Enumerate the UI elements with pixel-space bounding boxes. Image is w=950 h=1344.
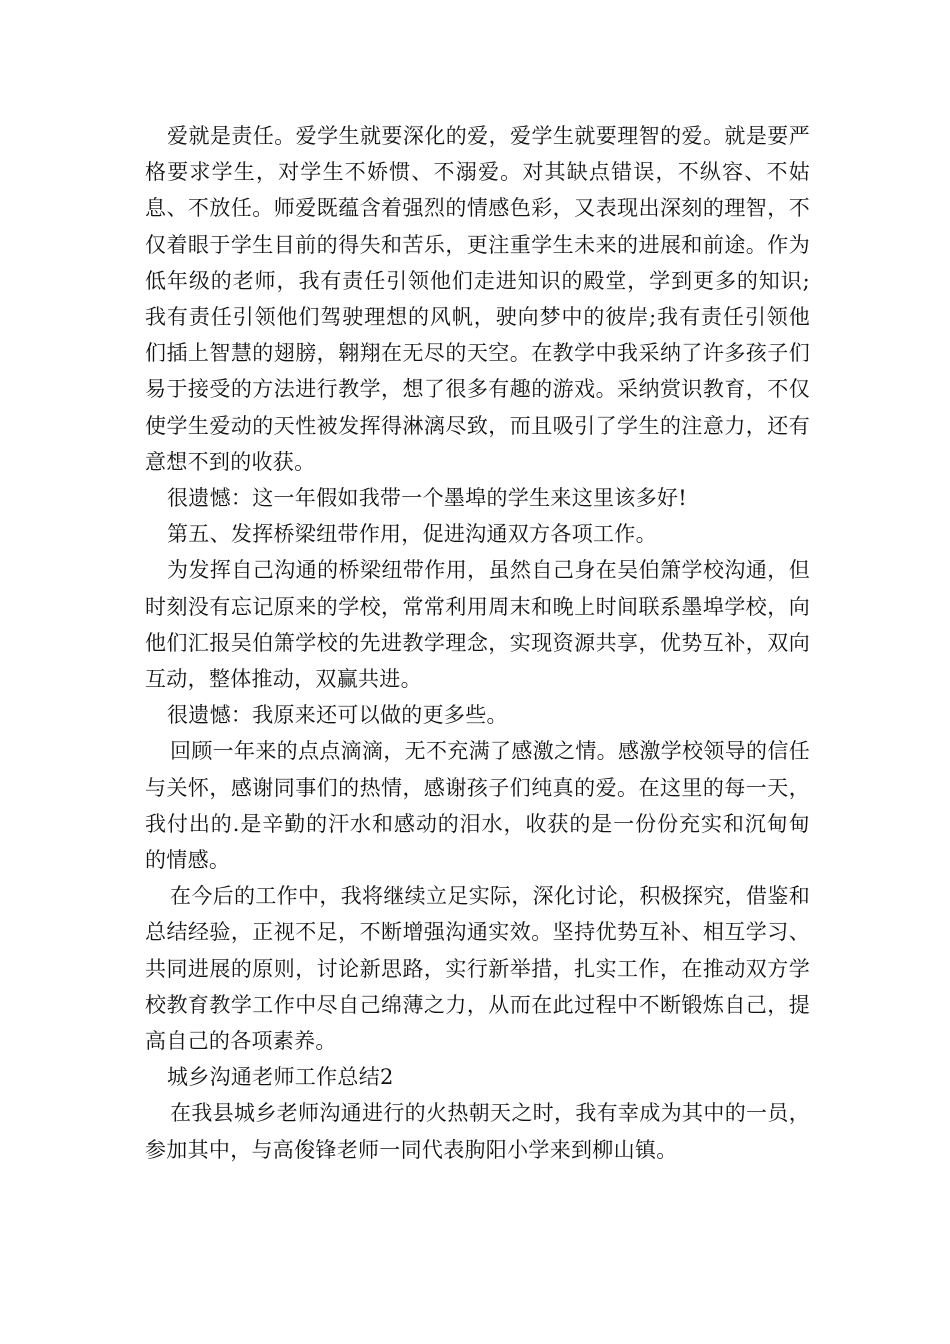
- document-body: [145, 118, 810, 1168]
- paragraph-summary-2-intro: 在我县城乡老师沟通进行的火热朝天之时，我有幸成为其中的一员，参加其中，与高俊锋老师一同代表朐阳小学来到柳山镇。: [145, 1101, 810, 1162]
- paragraph-bridge-role: 为发挥自己沟通的桥梁纽带作用，虽然自己身在吴伯箫学校沟通，但时刻没有忘记原来的学校，常常利用周末和晚上时间联系墨埠学校，向他们汇报吴伯箫学校的先进教学理念，实现资源共享，优势互补，双向互动，整体推动，双赢共进。: [145, 558, 810, 692]
- paragraph-future-work: 在今后的工作中，我将继续立足实际，深化讨论，积极探究，借鉴和总结经验，正视不足，不断增强沟通实效。坚持优势互补、相互学习、共同进展的原则，讨论新思路，实行新举措，扎实工作，在推动双方学校教育教学工作中尽自己绵薄之力，从而在此过程中不断锻炼自己，提高自己的各项素养。: [145, 884, 810, 1054]
- paragraph-regret-more: 很遗憾：我原来还可以做的更多些。: [167, 703, 508, 728]
- paragraph-regret-student: 很遗憾：这一年假如我带一个墨埠的学生来这里该多好!: [167, 486, 687, 511]
- section-title-summary-2: 城乡沟通老师工作总结2: [167, 1065, 394, 1090]
- paragraph-gratitude: 回顾一年来的点点滴滴，无不充满了感激之情。感激学校领导的信任与关怀，感谢同事们的热情，感谢孩子们纯真的爱。在这里的每一天，我付出的.是辛勤的汗水和感动的泪水，收获的是一份份充实和沉甸甸的情感。: [145, 739, 810, 873]
- paragraph-love-is-responsibility: 爱就是责任。爱学生就要深化的爱，爱学生就要理智的爱。就是要严格要求学生，对学生不娇惯、不溺爱。对其缺点错误，不纵容、不姑息、不放任。师爱既蕴含着强烈的情感色彩，又表现出深刻的理智，不仅着眼于学生目前的得失和苦乐，更注重学生未来的进展和前途。作为低年级的老师，我有责任引领他们走进知识的殿堂，学到更多的知识;我有责任引领他们驾驶理想的风帆，驶向梦中的彼岸;我有责任引领他们插上智慧的翅膀，翱翔在无尽的天空。在教学中我采纳了许多孩子们易于接受的方法进行教学，想了很多有趣的游戏。采纳赏识教育，不仅使学生爱动的天性被发挥得淋漓尽致，而且吸引了学生的注意力，还有意想不到的收获。: [145, 124, 810, 474]
- section-heading-bridge-role: 第五、发挥桥梁纽带作用，促进沟通双方各项工作。: [167, 522, 657, 547]
